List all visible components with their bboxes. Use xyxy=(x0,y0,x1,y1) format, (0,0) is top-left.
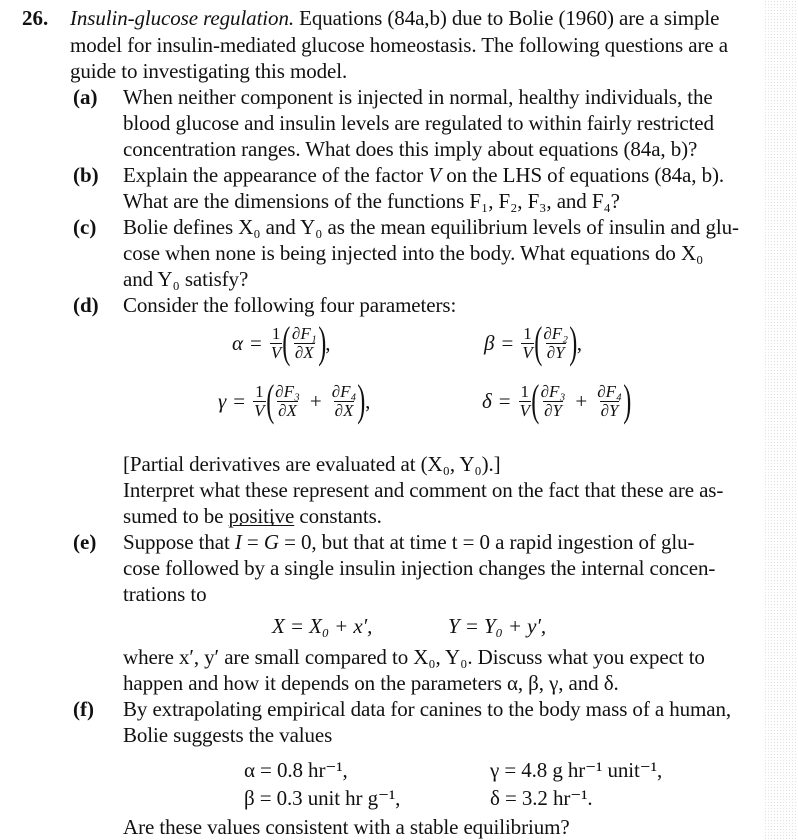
delta-one-over-v: $\frac{1}{V}$ xyxy=(519,381,530,420)
g-dot-symbol: ˙ G xyxy=(264,530,279,554)
value-delta: δ = 3.2 hr⁻¹. xyxy=(490,786,593,810)
part-b-line-1 xyxy=(123,163,724,187)
gamma-one-over-v: $\frac{1}{V}$ xyxy=(254,381,265,420)
part-a-line-1: When neither component is injected in normal, healthy individuals, the xyxy=(123,85,713,109)
part-e-line-1: Suppose that ˙ I = ˙ G = 0, but that at time t = 0 a rapid ingestion of glu- xyxy=(123,530,694,554)
delta-partial-f4: $\frac{\text{∂F₄}}{\partial Y}$ xyxy=(597,381,622,420)
part-d-positive-underlined: positive xyxy=(228,504,295,528)
part-f-line-3: Are these values consistent with a stable equilibrium? xyxy=(123,815,570,839)
part-e-line-2: cose followed by a single insulin injection changes the internal concen- xyxy=(123,556,716,580)
gamma-symbol: γ xyxy=(218,388,227,413)
i-dot-symbol: ˙ I xyxy=(235,530,242,554)
alpha-one-over-v: $\frac{1}{V}$ xyxy=(270,323,282,362)
part-d-line-3 xyxy=(123,504,382,528)
beta-one-over-v: $\frac{1}{V}$ xyxy=(522,323,533,362)
problem-title: Insulin-glucose regulation. xyxy=(70,6,294,30)
problem-intro-line-2: model for insulin-mediated glucose homeostasis. The following questions are a xyxy=(70,33,728,57)
part-e-label: (e) xyxy=(73,530,97,554)
equation-x-perturbation: X = X₀ + x′, xyxy=(272,614,373,638)
problem-number: 26. xyxy=(22,6,49,30)
part-a-line-3: concentration ranges. What does this imply about equations (84a, b)? xyxy=(123,137,698,161)
beta-symbol: β xyxy=(484,330,495,355)
equation-gamma: γ = $\frac{1}{V}$ ( $\frac{\text{∂F₃}}{\partial X}$ + $\frac{\text{∂F₄}}{\partial X}$ ) , xyxy=(218,376,371,425)
part-d-note: [Partial derivatives are evaluated at (X₀, Y₀).] xyxy=(123,452,501,476)
part-b-text-pre: Explain the appearance of the factor xyxy=(123,163,424,187)
part-d-line-3-pre: sumed to be xyxy=(123,504,224,528)
part-f-line-2: Bolie suggests the values xyxy=(123,723,333,747)
part-d-line-2: Interpret what these represent and comment on the fact that these are as- xyxy=(123,478,724,502)
page-edge-shading xyxy=(764,0,798,840)
part-e-line-1-mid: = 0, but that at time t = 0 a rapid ingestion of glu- xyxy=(284,530,695,554)
gamma-partial-f4: $\frac{\text{∂F₄}}{\partial X}$ xyxy=(331,381,357,420)
part-b-text-post: on the LHS of equations (84a, b). xyxy=(446,163,725,187)
part-b-label: (b) xyxy=(73,163,99,187)
part-f-label: (f) xyxy=(73,697,94,721)
part-c-line-3: and Y₀ satisfy? xyxy=(123,267,249,291)
part-e-line-1-pre: Suppose that xyxy=(123,530,230,554)
intro-text-1: Equations (84a,b) due to Bolie (1960) are a simple xyxy=(299,6,720,30)
alpha-symbol: α xyxy=(232,330,244,355)
part-d-line-3-post: constants. xyxy=(299,504,382,528)
part-c-line-2: cose when none is being injected into the body. What equations do X₀ xyxy=(123,241,704,265)
part-b-var-v: V xyxy=(428,163,442,187)
part-a-label: (a) xyxy=(73,85,98,109)
delta-symbol: δ xyxy=(482,388,492,413)
alpha-partial: $\frac{\text{∂F₁}}{\partial X}$ xyxy=(291,323,317,362)
value-beta: β = 0.3 unit hr g⁻¹, xyxy=(244,786,401,810)
delta-partial-f3: $\frac{\text{∂F₃}}{\partial Y}$ xyxy=(540,381,566,420)
beta-partial: $\frac{\text{∂F₂}}{\partial Y}$ xyxy=(543,323,569,362)
part-a-line-2: blood glucose and insulin levels are regulated to within fairly restricted xyxy=(123,111,714,135)
problem-intro-line-1 xyxy=(70,6,719,30)
part-c-label: (c) xyxy=(73,215,97,239)
part-f-line-1: By extrapolating empirical data for canines to the body mass of a human, xyxy=(123,697,732,721)
equation-delta: δ = $\frac{1}{V}$ ( $\frac{\text{∂F₃}}{\partial Y}$ + $\frac{\text{∂F₄}}{\partial Y}$ ) xyxy=(482,376,632,425)
part-e-line-3: trations to xyxy=(123,582,207,606)
equation-y-perturbation: Y = Y₀ + y′, xyxy=(448,614,546,638)
part-e-line-5: happen and how it depends on the parameters α, β, γ, and δ. xyxy=(123,671,619,695)
part-d-label: (d) xyxy=(73,293,99,317)
part-c-line-1: Bolie defines X₀ and Y₀ as the mean equilibrium levels of insulin and glu- xyxy=(123,215,739,239)
value-gamma: γ = 4.8 g hr⁻¹ unit⁻¹, xyxy=(490,758,663,782)
equation-beta: β = $\frac{1}{V}$ ( $\frac{\text{∂F₂}}{\partial Y}$ ) , xyxy=(484,318,582,367)
part-b-line-2: What are the dimensions of the functions F₁, F₂, F₃, and F₄? xyxy=(123,189,620,213)
value-alpha: α = 0.8 hr⁻¹, xyxy=(244,758,348,782)
gamma-partial-f3: $\frac{\text{∂F₃}}{\partial X}$ xyxy=(275,381,300,420)
problem-intro-line-3: guide to investigating this model. xyxy=(70,59,348,83)
equation-alpha: α = $\frac{1}{V}$ ( $\frac{\text{∂F₁}}{\partial X}$ ) , xyxy=(232,318,331,367)
part-e-line-4: where x′, y′ are small compared to X₀, Y₀. Discuss what you expect to xyxy=(123,645,705,669)
part-d-line-1: Consider the following four parameters: xyxy=(123,293,457,317)
